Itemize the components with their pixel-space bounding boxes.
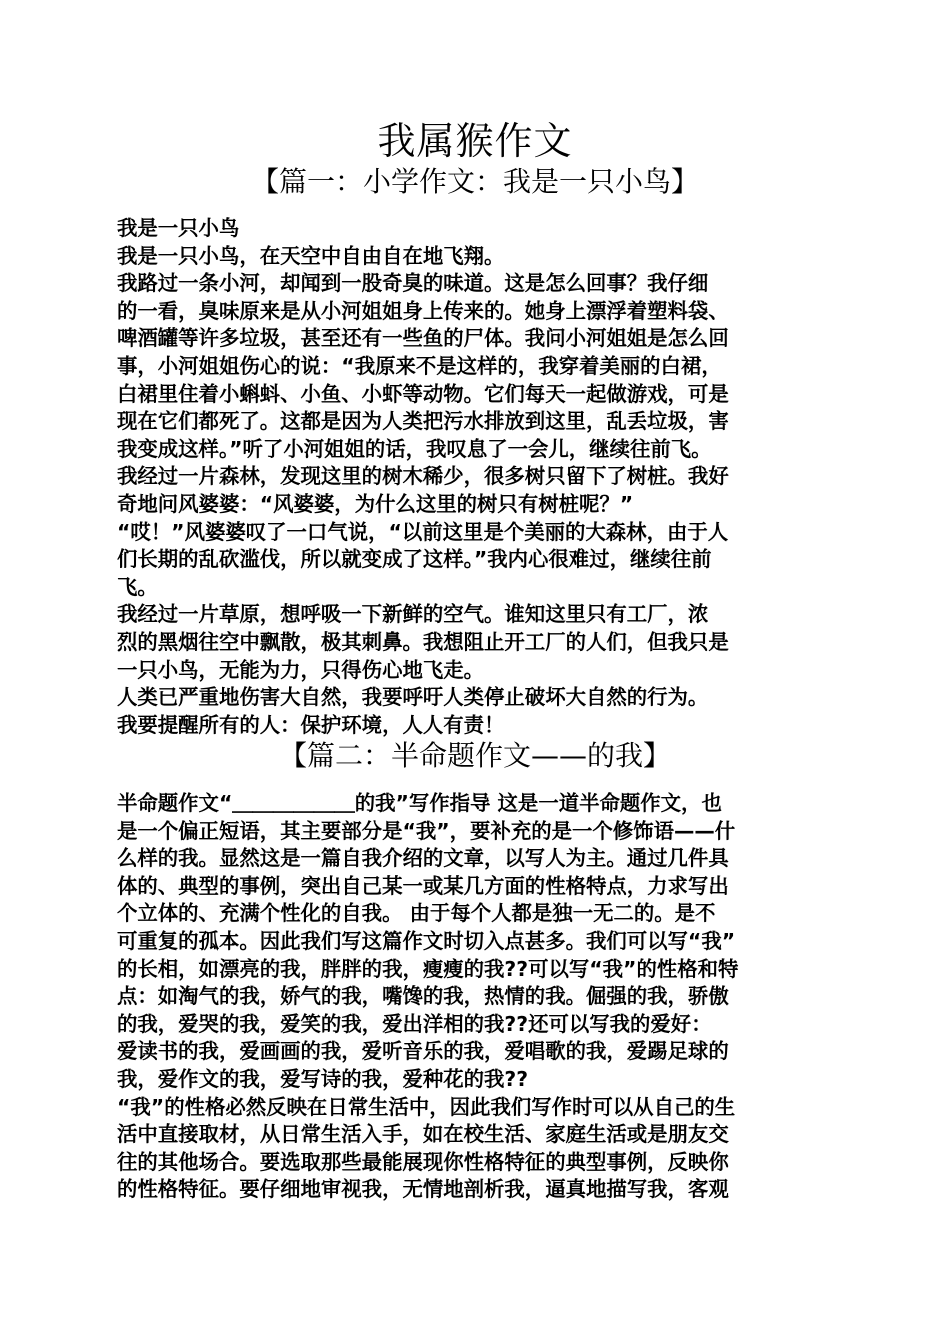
text-line: 点：如淘气的我，娇气的我，嘴馋的我，热情的我。倔强的我，骄傲 [117, 984, 729, 1009]
text-line: 啤酒罐等许多垃圾，甚至还有一些鱼的尸体。我问小河姐姐是怎么回 [117, 326, 729, 351]
text-line: 的一看，臭味原来是从小河姐姐身上传来的。她身上漂浮着塑料袋、 [117, 298, 729, 323]
text-line: 我路过一条小河，却闻到一股奇臭的味道。这是怎么回事？我仔细 [117, 271, 709, 296]
text-line: 事，小河姐姐伤心的说：“我原来不是这样的，我穿着美丽的白裙， [117, 353, 722, 378]
text-line: 我是一只小鸟，在天空中自由自在地飞翔。 [117, 243, 505, 268]
text-line: 我经过一片草原，想呼吸一下新鲜的空气。谁知这里只有工厂，浓 [117, 602, 709, 627]
text-line: 半命题作文“＿＿＿＿＿＿的我”写作指导 这是一道半命题作文，也 [117, 791, 722, 815]
text-line: “我”的性格必然反映在日常生活中，因此我们写作时可以从自己的生 [117, 1094, 736, 1119]
text-line: 飞。 [117, 574, 158, 599]
text-line: 我变成这样。”听了小河姐姐的话，我叹息了一会儿，继续往前飞。 [117, 436, 712, 461]
text-line: 烈的黑烟往空中飘散，极其刺鼻。我想阻止开工厂的人们，但我只是 [117, 629, 729, 654]
text-line: 的性格特征。要仔细地审视我，无情地剖析我，逼真地描写我，客观 [117, 1177, 729, 1202]
text-line: 们长期的乱砍滥伐，所以就变成了这样。”我内心很难过，继续往前 [117, 547, 712, 572]
section-1-heading: 【篇一：小学作文：我是一只小鸟】 [250, 165, 699, 198]
text-line: 么样的我。显然这是一篇自我介绍的文章，以写人为主。通过几件具 [117, 846, 729, 871]
text-line: 爱读书的我，爱画画的我，爱听音乐的我，爱唱歌的我，爱踢足球的 [117, 1039, 729, 1064]
text-line: 体的、典型的事例，突出自己某一或某几方面的性格特点，力求写出 [117, 873, 729, 898]
text-line: 人类已严重地伤害大自然，我要呼吁人类停止破坏大自然的行为。 [117, 685, 709, 710]
text-line: 可重复的孤本。因此我们写这篇作文时切入点甚多。我们可以写“我” [117, 928, 736, 953]
text-line: 奇地问风婆婆：“风婆婆，为什么这里的树只有树桩呢？” [117, 491, 634, 516]
text-line: 现在它们都死了。这都是因为人类把污水排放到这里，乱丢垃圾，害 [117, 409, 729, 434]
text-line: 白裙里住着小蝌蚪、小鱼、小虾等动物。它们每天一起做游戏，可是 [117, 381, 729, 406]
document-title: 我属猴作文 [377, 119, 573, 163]
text-line: 是一个偏正短语，其主要部分是“我”，要补充的是一个修饰语——什 [117, 818, 736, 843]
text-line: 我要提醒所有的人：保护环境，人人有责！ [117, 712, 505, 737]
text-line: 个立体的、充满个性化的自我。 由于每个人都是独一无二的。是不 [117, 901, 716, 926]
text-line: 一只小鸟，无能为力，只得伤心地飞走。 [117, 657, 485, 682]
text-line: “哎！”风婆婆叹了一口气说，“以前这里是个美丽的大森林，由于人 [117, 519, 729, 544]
text-line: 活中直接取材，从日常生活入手，如在校生活、家庭生活或是朋友交 [117, 1122, 729, 1147]
text-line: 的我，爱哭的我，爱笑的我，爱出洋相的我??还可以写我的爱好： [117, 1011, 712, 1036]
section-2-heading: 【篇二：半命题作文——的我】 [278, 739, 671, 772]
text-line: 我经过一片森林，发现这里的树木稀少，很多树只留下了树桩。我好 [117, 464, 729, 489]
section-1-body [117, 215, 837, 739]
text-line: 往的其他场合。要选取那些最能展现你性格特征的典型事例，反映你 [117, 1149, 729, 1174]
section-2-body [117, 790, 837, 1204]
text-line: 我是一只小鸟 [117, 216, 240, 240]
text-line: 的长相，如漂亮的我，胖胖的我，瘦瘦的我??可以写“我”的性格和特 [117, 956, 739, 981]
text-line: 我，爱作文的我，爱写诗的我，爱种花的我?? [117, 1066, 529, 1091]
